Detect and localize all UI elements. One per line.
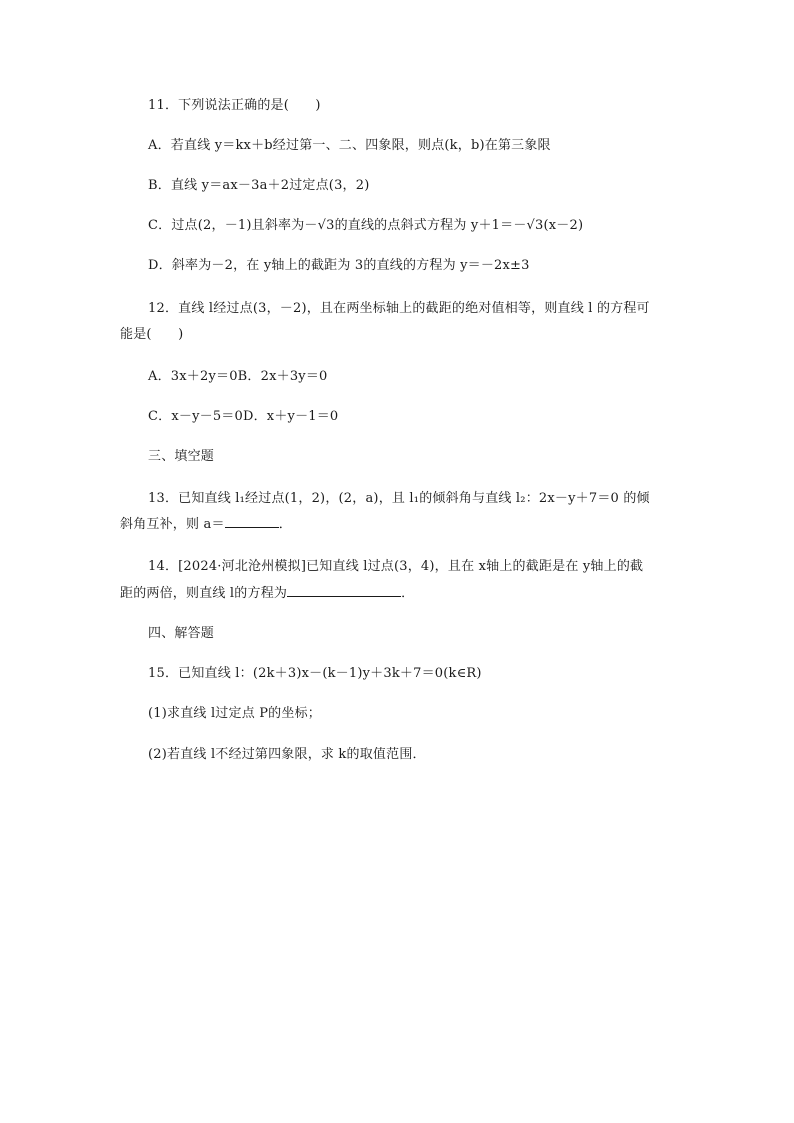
question-13-line2-text: 斜角互补，则 a＝ [120, 517, 225, 532]
section-heading-solutions: 四、解答题 [148, 626, 215, 641]
question-15-part2: (2)若直线 l不经过第四象限，求 k的取值范围． [148, 747, 426, 762]
question-14-line2 [120, 584, 414, 603]
section-heading-fill-in: 三、填空题 [148, 449, 215, 464]
question-14-line2-text: 距的两倍，则直线 l的方程为 [120, 586, 288, 601]
question-15-part1: (1)求直线 l过定点 P的坐标； [148, 706, 321, 721]
question-11-option-d: D．斜率为－2，在 y轴上的截距为 3的直线的方程为 y＝－2x±3 [148, 258, 530, 273]
question-12-options-row2: C．x－y－5＝0D．x＋y－1＝0 [148, 409, 339, 424]
answer-blank[interactable] [225, 515, 279, 528]
question-13-line1: 13．已知直线 l₁经过点(1，2)，(2，a)，且 l₁的倾斜角与直线 l₂：2x－y＋7＝0 的倾 [148, 491, 650, 506]
question-12-stem-line1: 12．直线 l经过点(3，－2)，且在两坐标轴上的截距的绝对值相等，则直线 l 的方程可 [148, 301, 650, 316]
question-11-option-c: C．过点(2，－1)且斜率为－√3的直线的点斜式方程为 y＋1＝－√3(x－2) [148, 218, 584, 233]
question-11-option-a: A．若直线 y＝kx＋b经过第一、二、四象限，则点(k，b)在第三象限 [148, 138, 551, 153]
question-15-stem: 15．已知直线 l：(2k＋3)x－(k－1)y＋3k＋7＝0(k∈R) [148, 666, 482, 681]
question-14-line2-end: ． [401, 586, 415, 601]
question-12-stem-line2: 能是( ) [120, 327, 184, 342]
answer-blank[interactable] [287, 584, 401, 597]
question-12-options-row1: A．3x＋2y＝0B．2x＋3y＝0 [148, 369, 328, 384]
question-11-stem: 11．下列说法正确的是( ) [148, 98, 321, 113]
question-11-option-b: B．直线 y＝ax－3a＋2过定点(3，2) [148, 178, 370, 193]
question-13-line2 [120, 515, 292, 534]
question-13-line2-end: ． [278, 517, 292, 532]
question-14-line1: 14．[2024·河北沧州模拟]已知直线 l过点(3，4)，且在 x轴上的截距是在 y轴上的截 [148, 559, 644, 574]
